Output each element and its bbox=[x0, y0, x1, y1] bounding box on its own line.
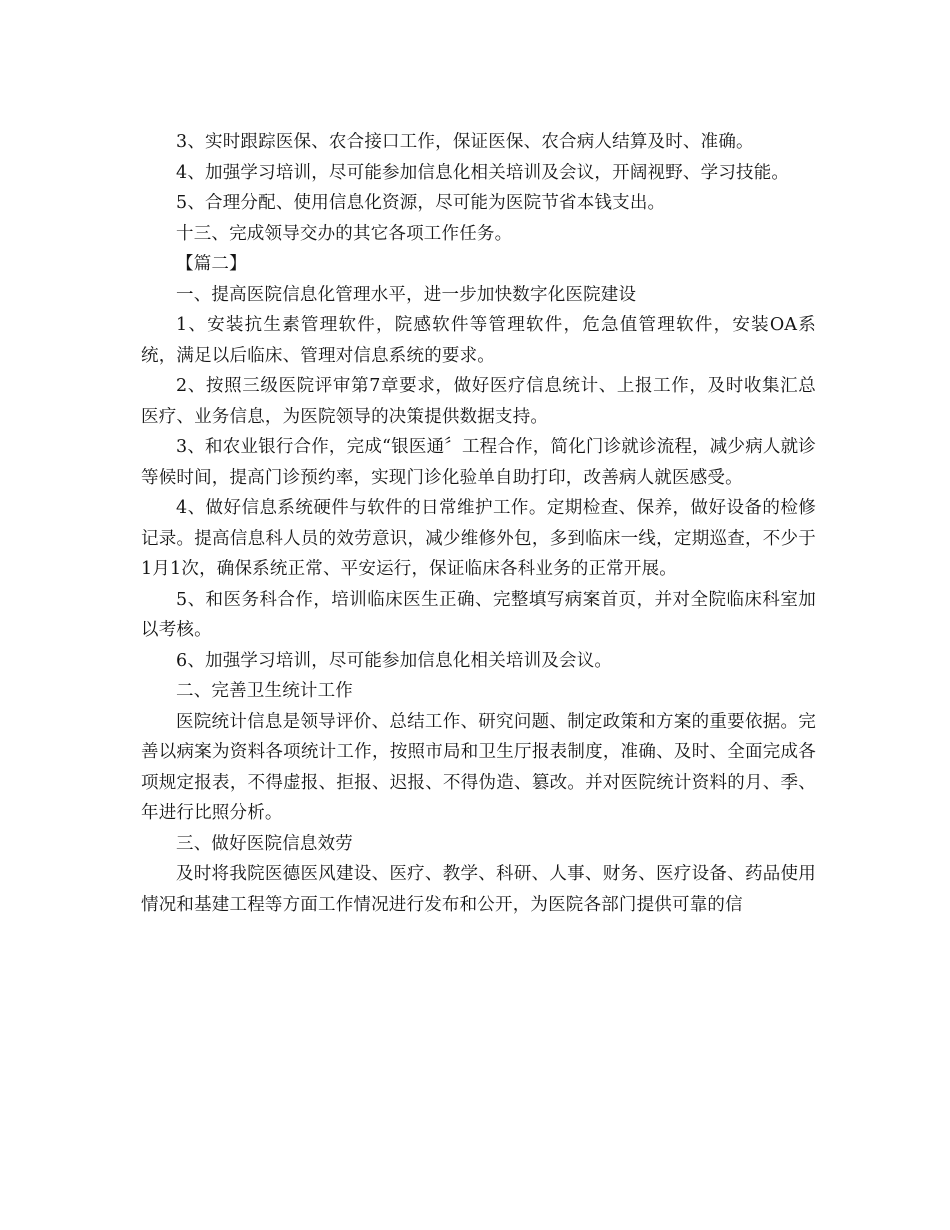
paragraph: 3、实时跟踪医保、农合接口工作，保证医保、农合病人结算及时、准确。 bbox=[176, 132, 754, 152]
paragraph: 6、加强学习培训，尽可能参加信息化相关培训及会议。 bbox=[176, 650, 613, 671]
paragraph: 十三、完成领导交办的其它各项工作任务。 bbox=[176, 223, 513, 244]
section-heading: 【篇二】 bbox=[176, 254, 247, 274]
paragraph: 4、做好信息系统硬件与软件的日常维护工作。定期检查、保养，做好设备的检修记录。提高信息科人员的效劳意识，减少维修外包，多到临床一线，定期巡查，不少于1月1次，确保系统正常、平安运行，保证临床各科业务的正常开展。 bbox=[141, 498, 816, 579]
paragraph: 1、安装抗生素管理软件，院感软件等管理软件，危急值管理软件，安装OA系统，满足以后临床、管理对信息系统的要求。 bbox=[141, 315, 816, 366]
paragraph: 及时将我院医德医风建设、医疗、教学、科研、人事、财务、医疗设备、药品使用情况和基建工程等方面工作情况进行发布和公开，为医院各部门提供可靠的信 bbox=[141, 864, 816, 915]
paragraph: 5、和医务科合作，培训临床医生正确、完整填写病案首页，并对全院临床科室加以考核。 bbox=[141, 589, 816, 640]
section-heading: 一、提高医院信息化管理水平，进一步加快数字化医院建设 bbox=[176, 284, 637, 305]
paragraph: 医院统计信息是领导评价、总结工作、研究问题、制定政策和方案的重要依据。完善以病案为资料各项统计工作，按照市局和卫生厅报表制度，准确、及时、全面完成各项规定报表，不得虚报、拒报、迟报、不得伪造、篡改。并对医院统计资料的月、季、年进行比照分析。 bbox=[141, 711, 816, 823]
paragraph: 5、合理分配、使用信息化资源，尽可能为医院节省本钱支出。 bbox=[176, 193, 666, 213]
paragraph: 3、和农业银行合作，完成“银医通〞工程合作，简化门诊就诊流程，减少病人就诊等候时间，提高门诊预约率，实现门诊化验单自助打印，改善病人就医感受。 bbox=[141, 437, 816, 488]
section-heading: 二、完善卫生统计工作 bbox=[176, 681, 353, 701]
paragraph: 2、按照三级医院评审第7章要求，做好医疗信息统计、上报工作，及时收集汇总医疗、业务信息，为医院领导的决策提供数据支持。 bbox=[141, 376, 816, 427]
paragraph: 4、加强学习培训，尽可能参加信息化相关培训及会议，开阔视野、学习技能。 bbox=[176, 162, 790, 183]
section-heading: 三、做好医院信息效劳 bbox=[176, 833, 353, 854]
document-body bbox=[141, 127, 816, 920]
